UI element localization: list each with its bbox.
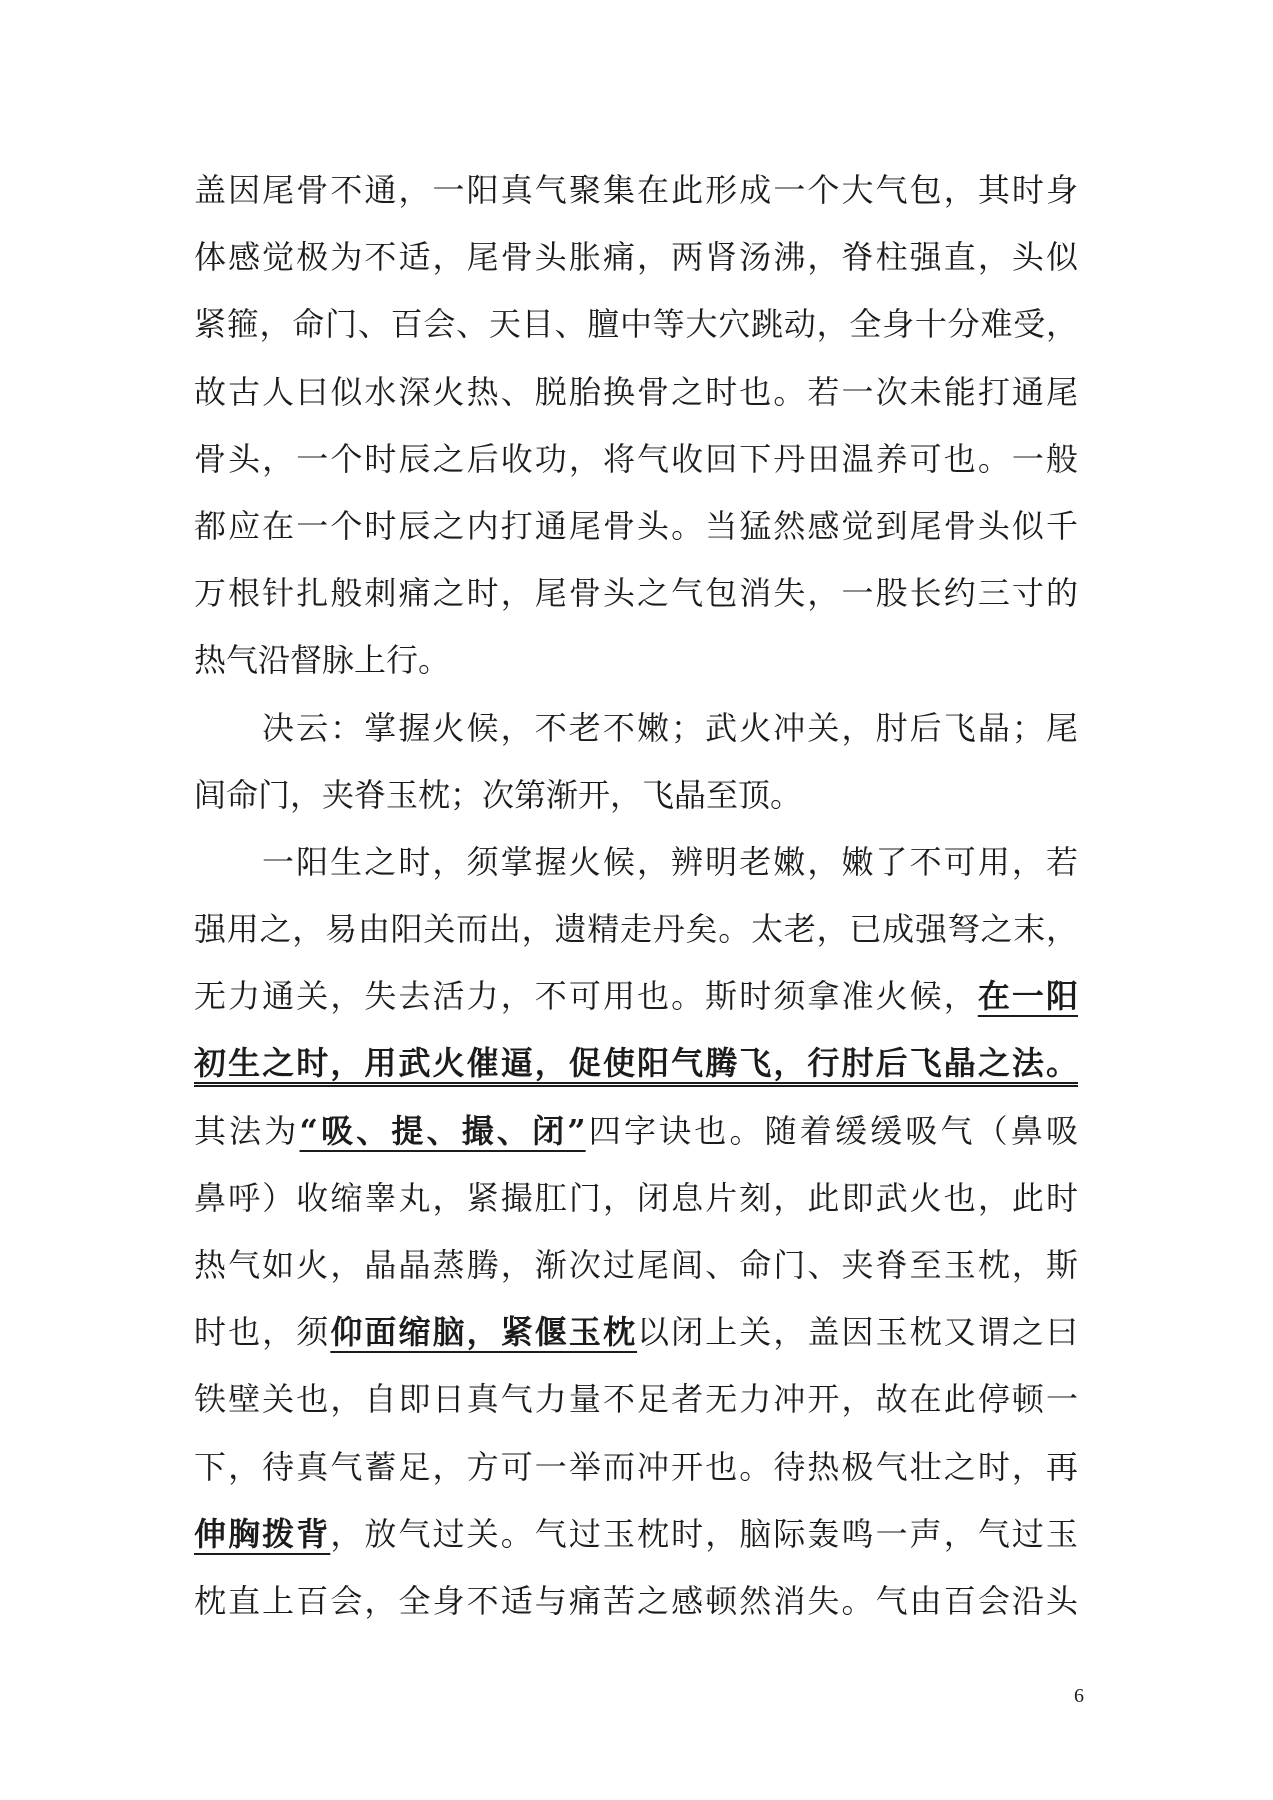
page-number: 6 (1074, 1685, 1084, 1707)
line-text: 其法为 (194, 1111, 300, 1150)
emphasized-text: 伸胸拨背 (194, 1514, 331, 1553)
text-line (194, 1299, 1078, 1366)
line-text: 闾命门，夹脊玉枕；次第渐开，飞晶至顶。 (194, 775, 803, 814)
text-line (194, 695, 1078, 762)
text-line (194, 1098, 1078, 1165)
text-line (194, 1030, 1078, 1097)
paragraph (194, 695, 1078, 829)
text-line (194, 896, 1078, 963)
emphasized-text: 仰面缩脑，紧偃玉枕 (330, 1313, 638, 1352)
text-line (194, 224, 1078, 291)
line-text: 一阳生之时，须掌握火候，辨明老嫩，嫩了不可用，若 (262, 842, 1078, 881)
text-line (194, 1232, 1078, 1299)
paragraph (194, 157, 1078, 695)
line-text: 紧箍，命门、百会、天目、膻中等大穴跳动，全身十分难受， (194, 305, 1078, 344)
text-line (194, 1501, 1078, 1568)
text-line (194, 762, 1078, 829)
text-line (194, 493, 1078, 560)
body-text (194, 157, 1078, 1635)
line-text: 铁壁关也，自即日真气力量不足者无力冲开，故在此停顿一 (194, 1380, 1078, 1419)
line-text: ，放气过关。气过玉枕时，脑际轰鸣一声，气过玉 (330, 1514, 1078, 1553)
text-line (194, 963, 1078, 1030)
line-text: 鼻呼）收缩睾丸，紧撮肛门，闭息片刻，此即武火也，此时 (194, 1178, 1078, 1217)
line-text: 热气如火，晶晶蒸腾，渐次过尾闾、命门、夹脊至玉枕，斯 (194, 1246, 1078, 1284)
line-text: 强用之，易由阳关而出，遗精走丹矣。太老，已成强弩之末， (194, 910, 1078, 949)
text-line (194, 1366, 1078, 1433)
line-text: 以闭上关，盖因玉枕又谓之曰 (637, 1313, 1078, 1352)
line-text: 时也，须 (194, 1313, 331, 1352)
text-line (194, 359, 1078, 426)
emphasized-text: 在一阳 (977, 977, 1078, 1016)
text-line (194, 1568, 1078, 1635)
line-text: 无力通关，失去活力，不可用也。斯时须拿准火候， (194, 977, 978, 1016)
text-line (194, 1434, 1078, 1501)
text-line (194, 291, 1078, 358)
line-text: 下，待真气蓄足，方可一举而冲开也。待热极气壮之时，再 (194, 1447, 1078, 1486)
line-text: 体感觉极为不适，尾骨头胀痛，两肾汤沸，脊柱强直，头似 (194, 238, 1078, 277)
paragraph (194, 829, 1078, 1635)
line-text: 骨头，一个时辰之后收功，将气收回下丹田温养可也。一般 (194, 439, 1078, 478)
text-line (194, 426, 1078, 493)
line-text: 故古人曰似水深火热、脱胎换骨之时也。若一次未能打通尾 (194, 372, 1078, 411)
text-line (194, 627, 1078, 694)
text-line (194, 1165, 1078, 1232)
emphasized-text: 初生之时，用武火催逼，促使阳气腾飞，行肘后飞晶之法。 (194, 1044, 1078, 1083)
text-line (194, 560, 1078, 627)
line-text: 都应在一个时辰之内打通尾骨头。当猛然感觉到尾骨头似千 (194, 506, 1078, 545)
line-text: 盖因尾骨不通，一阳真气聚集在此形成一个大气包，其时身 (194, 171, 1078, 209)
text-line (194, 829, 1078, 896)
line-text: 万根针扎般刺痛之时，尾骨头之气包消失，一股长约三寸的 (194, 574, 1078, 613)
line-text: 枕直上百会，全身不适与痛苦之感顿然消失。气由百会沿头 (194, 1581, 1078, 1620)
emphasized-text: “吸、提、撮、闭” (299, 1111, 586, 1150)
line-text: 决云：掌握火候，不老不嫩；武火冲关，肘后飞晶；尾 (262, 708, 1078, 747)
text-line (194, 157, 1078, 224)
line-text: 热气沿督脉上行。 (194, 641, 451, 680)
line-text: 四字诀也。随着缓缓吸气（鼻吸 (585, 1111, 1078, 1150)
